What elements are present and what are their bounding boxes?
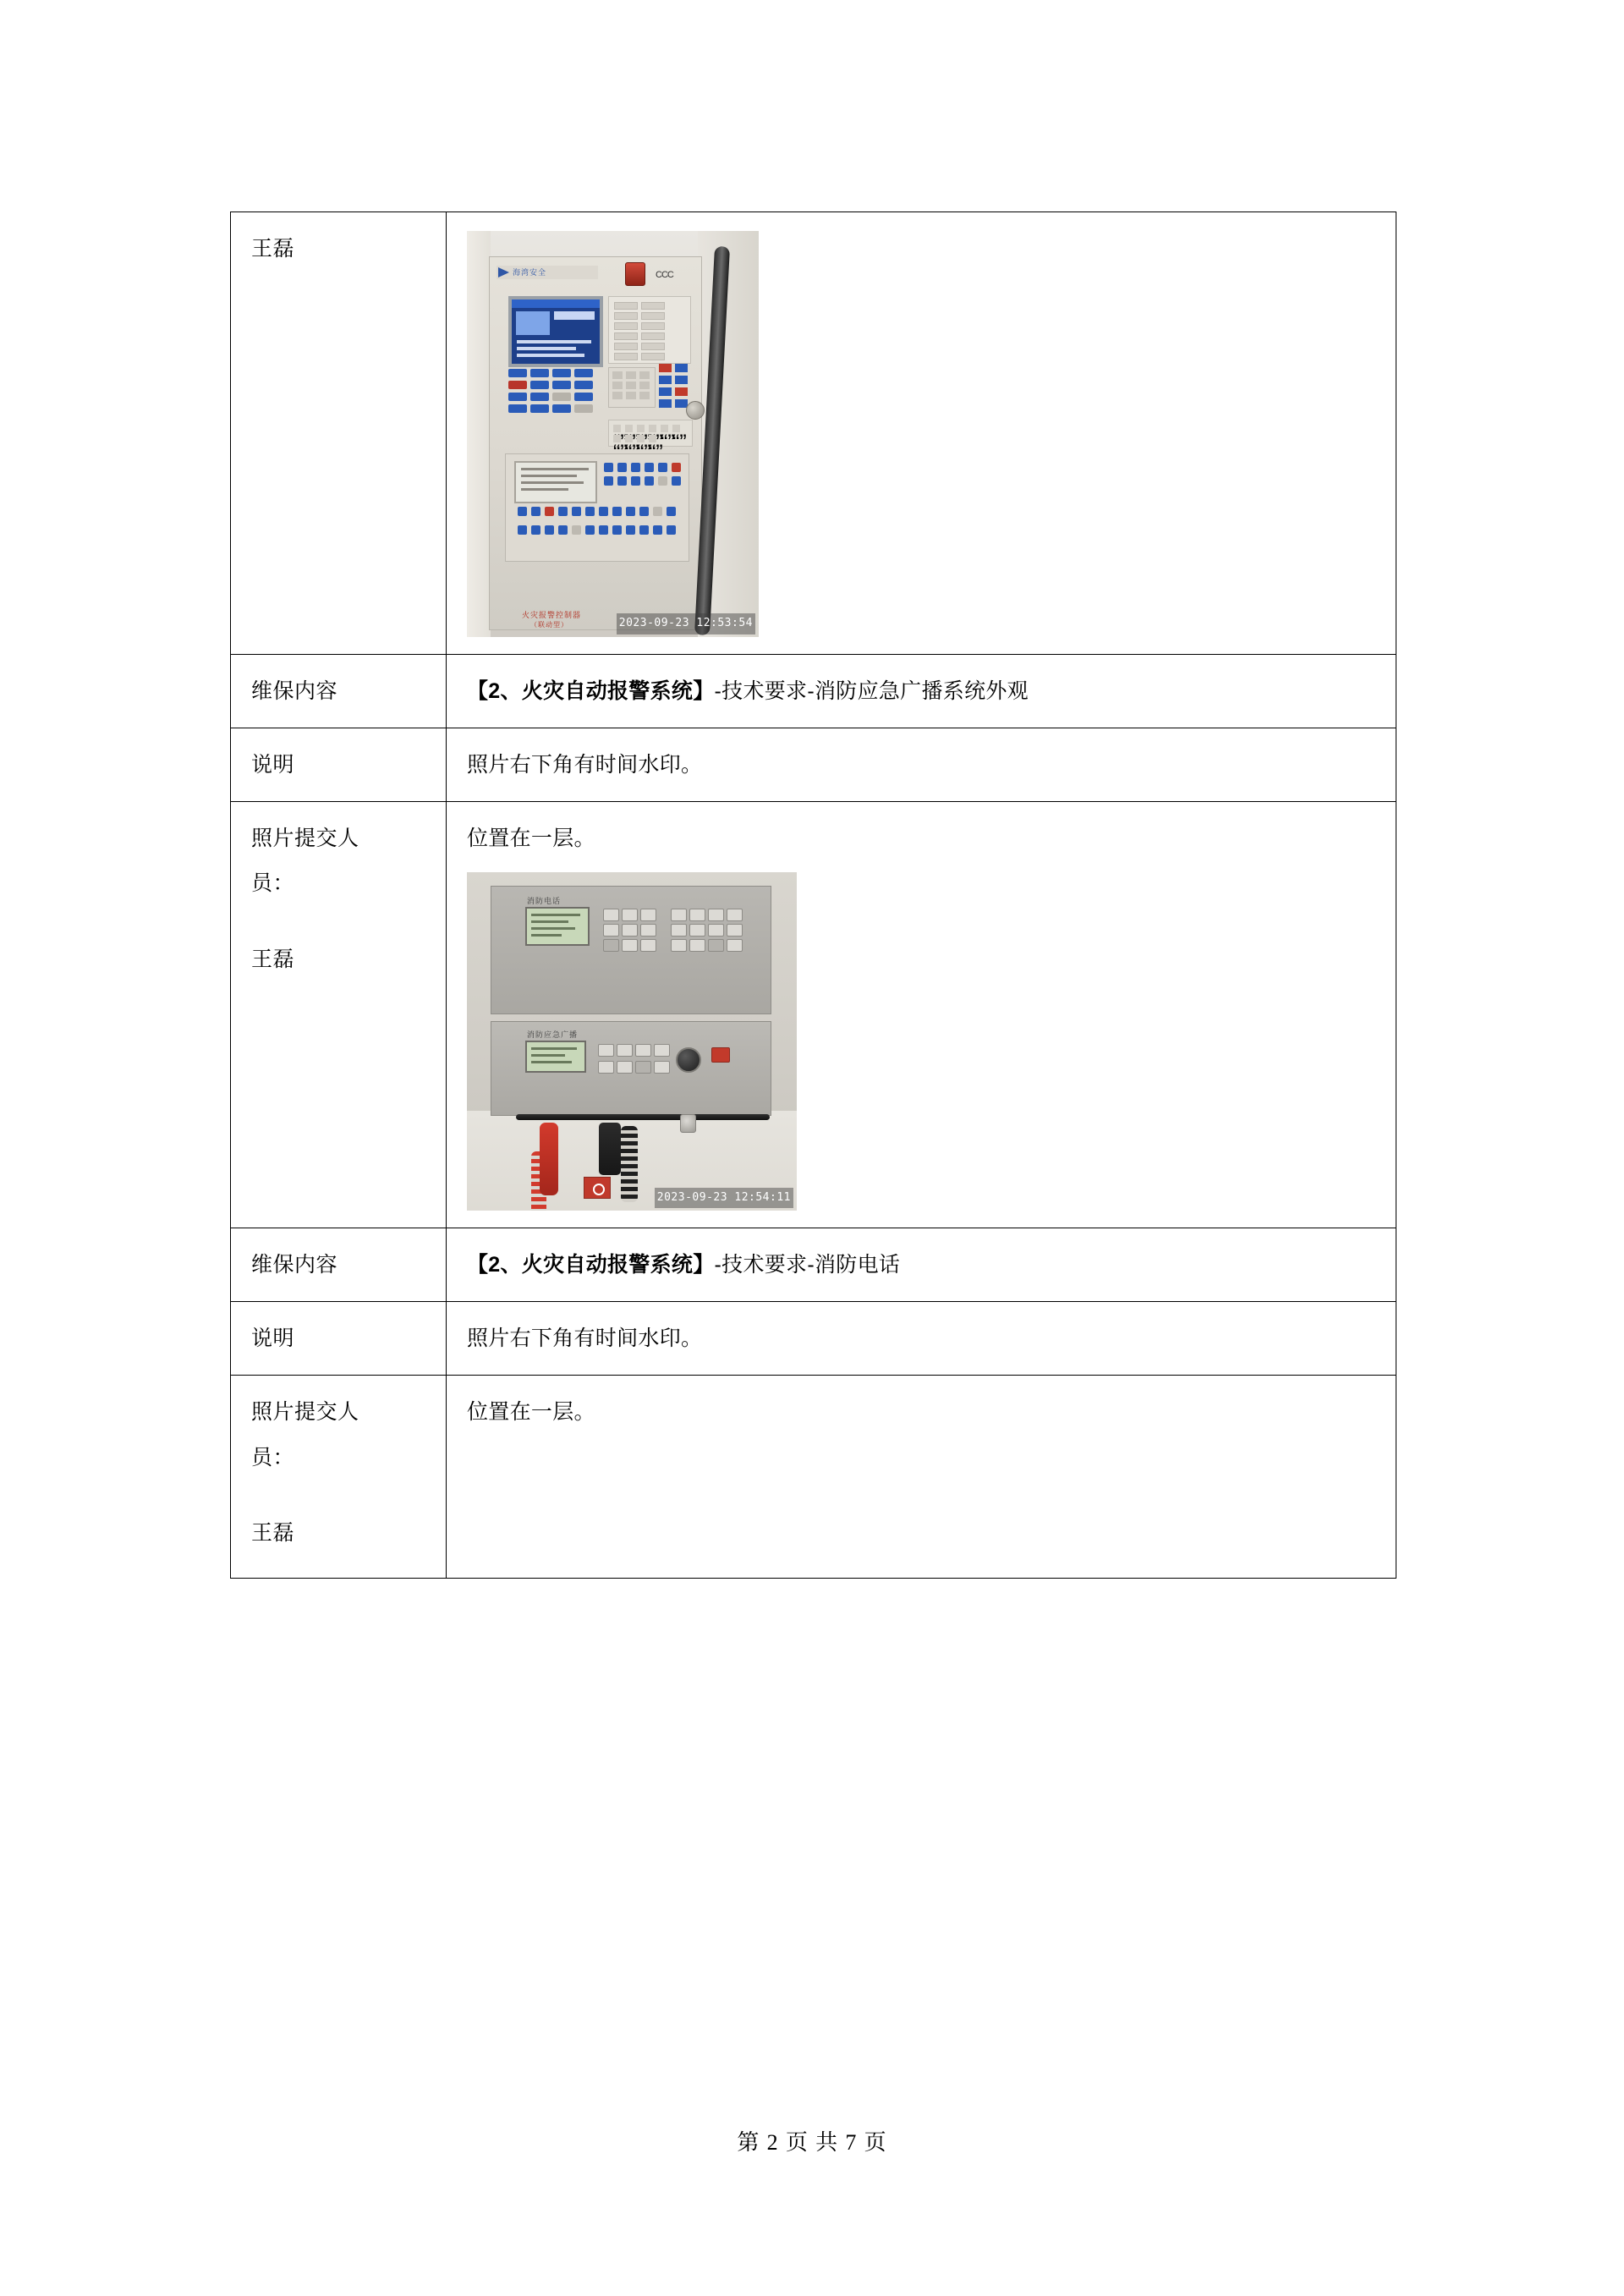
row-content-cell	[447, 728, 1396, 801]
location-note-1: 位置在一层。	[467, 826, 595, 850]
description-text: 照片右下角有时间水印。	[467, 1327, 703, 1350]
maintenance-system-name: 【2、火灾自动报警系统】	[467, 1253, 715, 1277]
row-content-cell	[447, 655, 1396, 728]
table-row	[231, 212, 1396, 655]
table-row	[231, 728, 1396, 801]
description-label: 说明	[251, 752, 295, 777]
photo-submitter-name: 王磊	[251, 1521, 295, 1546]
photo-submitter-label-stack	[251, 1394, 425, 1552]
table-row	[231, 801, 1396, 1228]
fire-broadcast-telephone-panel-photo: 消防电话 消防应急广播 2023-09-23 12:54:11	[467, 872, 797, 1211]
footer-middle: 页 共	[785, 2129, 839, 2155]
photo-container-2	[467, 872, 1375, 1211]
table-row	[231, 1228, 1396, 1302]
maintenance-content-label: 维保内容	[251, 1253, 338, 1277]
row-label-cell	[231, 655, 447, 728]
photo-timestamp-watermark: 2023-09-23 12:54:11	[655, 1188, 793, 1209]
photo-timestamp-watermark: 2023-09-23 12:53:54	[617, 613, 755, 634]
footer-suffix: 页	[864, 2129, 887, 2155]
row-label-cell	[231, 801, 447, 1228]
row-label-cell	[231, 728, 447, 801]
footer-total-pages: 7	[845, 2130, 858, 2155]
row-content-cell	[447, 1375, 1396, 1578]
table-row	[231, 1375, 1396, 1578]
row-label-cell	[231, 1375, 447, 1578]
photo-submitter-name: 王磊	[251, 948, 295, 971]
maintenance-content-detail: -技术要求-消防电话	[714, 1253, 901, 1277]
description-label: 说明	[251, 1327, 295, 1350]
photo-submitter-label-line2: 员：	[251, 1445, 295, 1469]
maintenance-content-label: 维保内容	[251, 679, 338, 703]
row-content-cell	[447, 1302, 1396, 1376]
maintenance-record-table	[230, 211, 1396, 1579]
submitter-name-label: 王磊	[251, 237, 295, 261]
maintenance-system-name: 【2、火灾自动报警系统】	[467, 679, 715, 703]
photo-container-1	[467, 231, 1375, 637]
fire-alarm-control-panel-photo: 海湾安全 CCC 火灾报警控制器 （联动型） 2023-09-23 12:53:54	[467, 231, 759, 637]
row-content-cell	[447, 801, 1396, 1228]
photo-submitter-label-line2: 员：	[251, 871, 295, 896]
row-label-cell	[231, 1228, 447, 1302]
table-row	[231, 655, 1396, 728]
row-label-cell	[231, 1302, 447, 1376]
table-row	[231, 1302, 1396, 1376]
location-note-2: 位置在一层。	[467, 1399, 595, 1424]
description-text: 照片右下角有时间水印。	[467, 752, 703, 777]
page-footer	[0, 2125, 1624, 2156]
footer-prefix: 第	[737, 2129, 760, 2155]
footer-page-number: 2	[766, 2130, 779, 2155]
row-content-cell	[447, 1228, 1396, 1302]
photo-submitter-label-line1: 照片提交人	[251, 826, 359, 850]
row-content-cell	[447, 212, 1396, 655]
photo-submitter-label-stack	[251, 821, 425, 979]
photo-submitter-label-line1: 照片提交人	[251, 1399, 359, 1424]
row-label-cell	[231, 212, 447, 655]
maintenance-content-detail: -技术要求-消防应急广播系统外观	[714, 679, 1029, 703]
